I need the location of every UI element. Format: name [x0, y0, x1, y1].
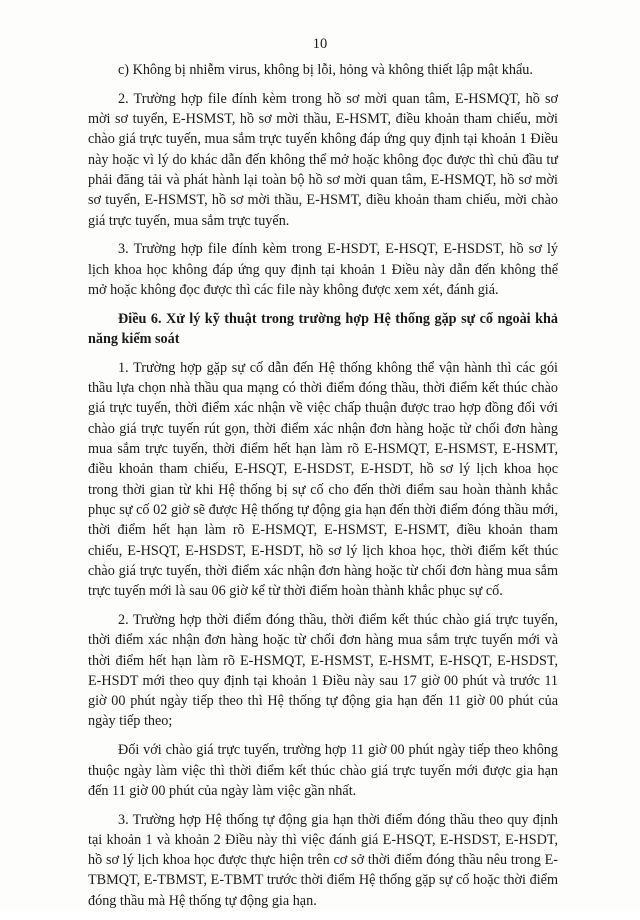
article-6-heading: Điều 6. Xử lý kỹ thuật trong trường hợp Hệ thống gặp sự cố ngoài khả năng kiểm soát: [88, 310, 558, 348]
paragraph-item-2: 2. Trường hợp file đính kèm trong hồ sơ mời quan tâm, E-HSMQT, hồ sơ mời sơ tuyển, E-HSMST, hồ sơ mời thầu, E-HSMT, điều khoản tham chiếu, mời chào giá trực tuyến, mua sắm trực tuyến không đáp ứng quy định tại khoản 1 Điều này hoặc vì lý do khác dẫn đến không thể mở hoặc không đọc được thì chủ đầu tư phải đăng tải và phát hành lại toàn bộ hồ sơ mời quan tâm, E-HSMQT, hồ sơ mời sơ tuyển, E-HSMST, hồ sơ mời thầu, E-HSMT, điều khoản tham chiếu, mời chào giá trực tuyến, mua sắm trực tuyến.: [88, 90, 558, 229]
page-number: 10: [312, 36, 328, 52]
article-6-item-2: 2. Trường hợp thời điểm đóng thầu, thời điểm kết thúc chào giá trực tuyến, thời điểm xác nhận đơn hàng hoặc từ chối đơn hàng mua sắm trực tuyến mới và thời điểm hết hạn làm rõ E-HSMQT, E-HSMST, E-HSMT, E-HSQT, E-HSDST, E-HSDT mới theo quy định tại khoản 1 Điều này sau 17 giờ 00 phút và trước 11 giờ 00 phút ngày tiếp theo thì Hệ thống tự động gia hạn đến 11 giờ 00 phút của ngày tiếp theo;: [88, 611, 558, 730]
article-6-item-1: 1. Trường hợp gặp sự cố dẫn đến Hệ thống không thể vận hành thì các gói thầu lựa chọn nhà thầu qua mạng có thời điểm đóng thầu, thời điểm kết thúc chào giá trực tuyến, thời điểm xác nhận về việc chấp thuận được trao hợp đồng đối với chào giá trực tuyến rút gọn, thời điểm xác nhận đơn hàng hoặc từ chối đơn hàng mua sắm trực tuyến, thời điểm hết hạn làm rõ E-HSMQT, E-HSMST, E-HSMT, điều khoản tham chiếu, E-HSQT, E-HSDST, E-HSDT, hồ sơ lý lịch khoa học trong thời gian từ khi Hệ thống bị sự cố cho đến thời điểm sau hoàn thành khắc phục sự cố 02 giờ sẽ được Hệ thống tự động gia hạn đến thời điểm đóng thầu mới, thời điểm hết hạn làm rõ E-HSMQT, E-HSMST, E-HSMT, điều khoản tham chiếu, E-HSQT, E-HSDST, E-HSDT, hồ sơ lý lịch khoa học, thời điểm kết thúc chào giá trực tuyến, thời điểm xác nhận đơn hàng hoặc từ chối đơn hàng mua sắm trực tuyến mới là sau 06 giờ kể từ thời điểm hoàn thành khắc phục sự cố.: [88, 359, 558, 600]
article-6-item-3: 3. Trường hợp Hệ thống tự động gia hạn thời điểm đóng thầu theo quy định tại khoản 1 và khoản 2 Điều này thì việc đánh giá E-HSQT, E-HSDST, E-HSDT, hồ sơ lý lịch khoa học được thực hiện trên cơ sở thời điểm đóng thầu nêu trong E-TBMQT, E-TBMST, E-TBMT trước thời điểm Hệ thống gặp sự cố hoặc thời điểm đóng thầu mà Hệ thống tự động gia hạn.: [88, 811, 558, 909]
article-6-item-2-note: Đối với chào giá trực tuyến, trường hợp 11 giờ 00 phút ngày tiếp theo không thuộc ngày làm việc thì thời điểm kết thúc chào giá trực tuyến mới được gia hạn đến 11 giờ 00 phút của ngày làm việc gần nhất.: [88, 742, 558, 799]
paragraph-clause-c: c) Không bị nhiễm virus, không bị lỗi, hỏng và không thiết lập mật khẩu.: [118, 62, 533, 78]
document-body: [88, 60, 558, 920]
paragraph-item-3: 3. Trường hợp file đính kèm trong E-HSDT, E-HSQT, E-HSDST, hồ sơ lý lịch khoa học không đáp ứng quy định tại khoản 1 Điều này dẫn đến không thể mở hoặc không đọc được thì các file này không được xem xét, đánh giá.: [88, 241, 558, 298]
